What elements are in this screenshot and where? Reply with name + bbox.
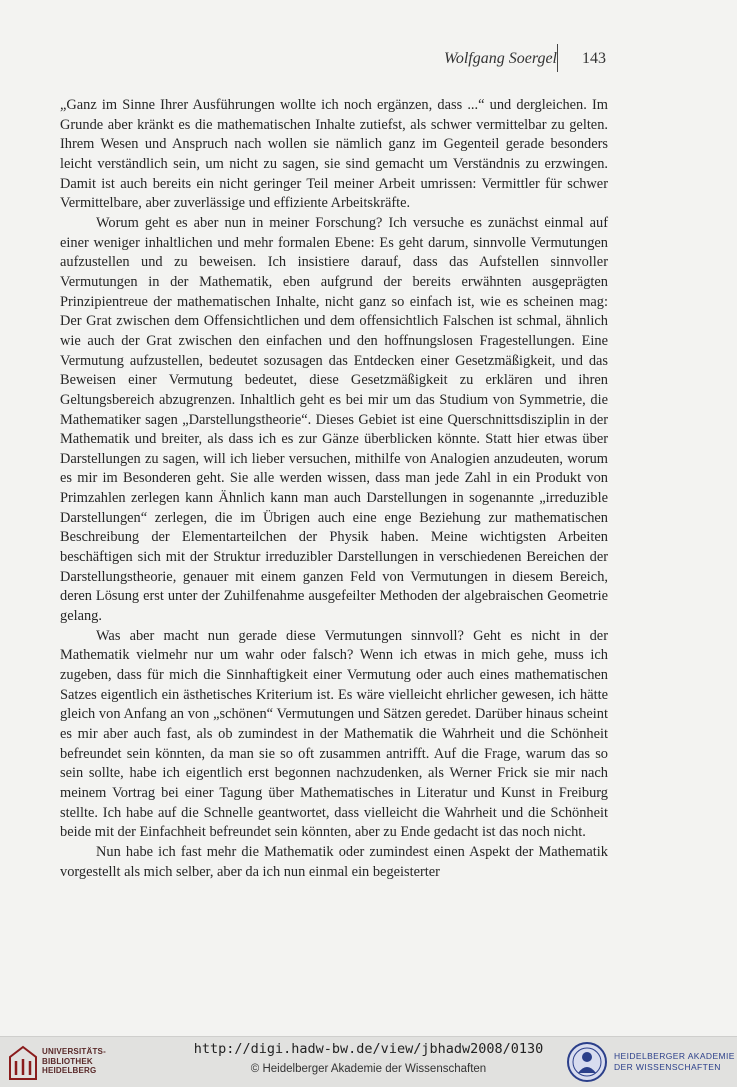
paragraph-4: Nun habe ich fast mehr die Mathematik oder zumindest einen Aspekt der Mathematik vorgestellt als mich selber, aber da ich nun einmal ein begeisterter [60,843,608,880]
paragraph-2: Worum geht es aber nun in meiner Forschung? Ich versuche es zunächst einmal auf einer weniger inhaltlichen und mehr formalen Ebene: Es geht darum, sinnvolle Vermutungen aufzustellen und zu beweisen. Ich insistiere darauf, dass das Aufstellen sinnvoller Vermutungen in der Mathematik, eben aufgrund der bereits erwähnten ausgeprägten Prinzipientreue der mathematischen Inhalte, nicht ganz so einfach ist, wie es scheinen mag: Der Grat zwischen dem Offensichtlichen und dem offensichtlich Falschen ist schmal, ähnlich wie auch der Grat zwischen den einfachen und den hoffnungslosen Fragestellungen. Eine Vermutung aufzustellen, bedeutet sozusagen das Entdecken einer Gesetzmäßigkeit, und das Beweisen einer Vermutung bedeutet, diese Gesetzmäßigkeit zu erklären und ihren Geltungsbereich abzugrenzen. Inhaltlich geht es bei mir um das Studium von Symmetrie, die Mathematiker sagen „Darstellungstheorie“. Dieses Gebiet ist eine Querschnittsdisziplin in der Mathematik und breiter, als dass ich es zur Gänze überblicken könnte. Statt hier etwas über Darstellungen zu sagen, will ich lieber versuchen, mithilfe von Analogien anzudeuten, worum es mir im Besonderen geht. Sie alle werden wissen, dass man jede Zahl in ein Produkt von Primzahlen zerlegen kann Ähnlich kann man auch Darstellungen in sogenannte „irreduzible Darstellungen“ zerlegen, die im Übrigen auch eine enge Beziehung zur mathematischen Beschreibung der Elementarteilchen der Physik haben. Meine wichtigsten Arbeiten beschäftigen sich mit der Struktur irreduzibler Darstellungen in verschiedenen Bereichen der Darstellungstheorie, genauer mit einem ganzen Feld von Vermutungen in diesem Bereich, deren Lösung erst unter der Zuhilfenahme ausgefeilter Methoden der algebraischen Geometrie gelang. [60,214,608,625]
academy-seal-icon[interactable] [566,1041,608,1083]
paragraph-1: „Ganz im Sinne Ihrer Ausführungen wollte ich noch ergänzen, dass ...“ und dergleichen. Im Grunde aber kränkt es die mathematischen Inhalte zutiefst, als schwer vermittelbar zu gelten. Ihrem Wesen und Anspruch nach wollen sie nämlich ganz im Gegenteil gerade besonders leicht verständlich sein, um nicht zu sagen, sie sind gemacht um Verständnis zu erzwingen. Damit ist auch bereits ein nicht geringer Teil meiner Arbeit umrissen: Vermittler für schwer Vermittelbare, aber zuverlässige und effiziente Arbeitskräfte. [60,97,608,212]
library-line-3: HEIDELBERG [42,1066,97,1075]
library-line-2: BIBLIOTHEK [42,1056,93,1066]
running-header-author: Wolfgang Soergel [443,50,557,67]
body-text [60,96,608,882]
running-header [0,50,737,72]
academy-name[interactable] [614,1051,735,1073]
paragraph-3: Was aber macht nun gerade diese Vermutungen sinnvoll? Geht es nicht in der Mathematik vielmehr nur um wahr oder falsch? Wenn ich etwas in mich gehe, muss ich zugeben, dass für mich die Sinnhaftigkeit einer Vermutung oder auch eines mathematischen Satzes eigentlich ein ästhetisches Kriterium ist. Es wäre vielleicht ehrlicher gewesen, ich hätte gleich von Anfang an von „schönen“ Vermutungen und Sätzen geredet. Darüber hinaus scheint es mir aber auch fast, als ob zumindest in der Mathematik die Wahrheit und die Schönheit befreundet sein könnten, da man sie so oft zusammen antrifft. Auf die Frage, warum das so sein sollte, habe ich eigentlich erst begonnen nachzudenken, als Werner Frick sie mir nach meinem Vortrag bei einer Tagung über Mathematisches in Literatur und Kunst in Freiburg stellte. Ich habe auf die Schnelle geantwortet, dass vielleicht die Wahrheit und die Schönheit beide mit der Einfachheit befreundet sein könnten, aber zu Ende gedacht ist das noch nicht. [60,627,608,841]
library-line-1: UNIVERSITÄTS- [42,1047,106,1056]
viewer-footer [0,1036,737,1087]
page-number: 143 [582,50,606,67]
academy-line-2: DER WISSENSCHAFTEN [614,1062,721,1072]
document-url-link[interactable]: http://digi.hadw-bw.de/view/jbhadw2008/0130 [193,1041,544,1057]
academy-line-1: HEIDELBERGER AKADEMIE [614,1051,735,1061]
header-divider [557,44,558,72]
copyright-notice: © Heidelberger Akademie der Wissenschaften [250,1063,487,1075]
